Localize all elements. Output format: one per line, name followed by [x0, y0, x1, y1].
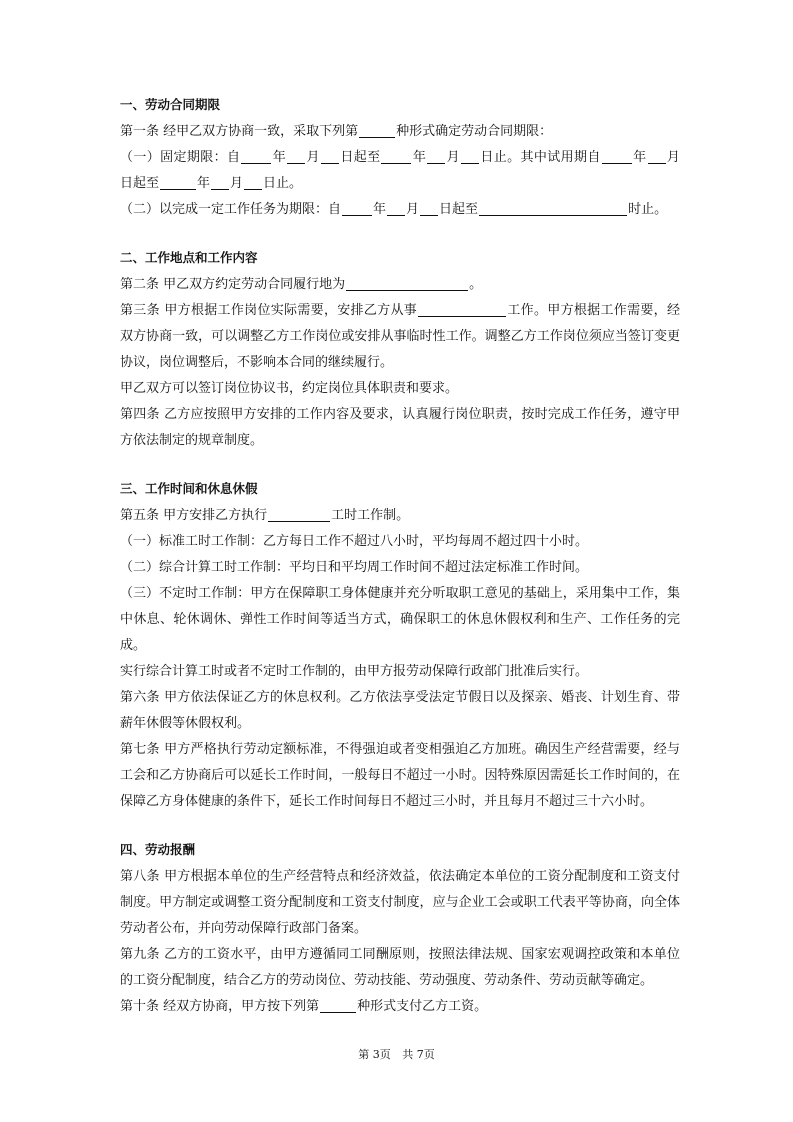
clause-text: 第一条 经甲乙双方协商一致，采取下列第 [120, 124, 359, 139]
clause-paragraph [120, 864, 680, 942]
fill-in-blank[interactable] [427, 149, 445, 164]
section-heading: 一、劳动合同期限 [120, 97, 221, 112]
clause-text: （一）固定期限：自 [120, 150, 241, 165]
fill-in-blank[interactable] [420, 201, 438, 216]
fill-in-blank[interactable] [461, 149, 479, 164]
clause-text: 第五条 甲方安排乙方执行 [120, 508, 268, 523]
fill-in-blank[interactable] [387, 201, 405, 216]
page-number: 第 3页 [358, 1048, 391, 1061]
contract-section [120, 95, 680, 223]
clause-text: 年 [373, 202, 387, 217]
clause-text: 第六条 甲方依法保证乙方的休息权利。乙方依法享受法定节假日以及探亲、婚丧、计划生育、带薪年休假等休假权利。 [120, 690, 680, 731]
contract-document [120, 95, 680, 1045]
fill-in-blank[interactable] [244, 175, 262, 190]
clause-text: 甲乙双方可以签订岗位协议书，约定岗位具体职责和要求。 [120, 381, 459, 396]
fill-in-blank[interactable] [287, 149, 305, 164]
clause-text: 月日起至 [120, 150, 680, 191]
fill-in-blank[interactable] [602, 149, 632, 164]
clause-paragraph [120, 197, 680, 223]
fill-in-blank[interactable] [211, 175, 229, 190]
contract-section [120, 479, 680, 815]
clause-text: （三）不定时工作制：甲方在保障职工身体健康并充分听取职工意见的基础上，采用集中工作，集中休息、轮休调休、弹性工作时间等适当方式，确保职工的休息休假权利和生产、工作任务的完成。 [120, 586, 680, 653]
clause-text: 第八条 甲方根据本单位的生产经营特点和经济效益，依法确定本单位的工资分配制度和工资支付制度。甲方制定或调整工资分配制度和工资支付制度，应与企业工会或职工代表平等协商，向全体劳动者公布，并向劳动保障行政部门备案。 [120, 869, 680, 936]
clause-text: 日止。 [263, 176, 303, 191]
fill-in-blank[interactable] [381, 149, 411, 164]
fill-in-blank[interactable] [479, 201, 627, 216]
clause-paragraph [120, 737, 680, 815]
clause-text: 第七条 甲方严格执行劳动定额标准，不得强迫或者变相强迫乙方加班。确因生产经营需要，经与工会和乙方协商后可以延长工作时间，一般每日不超过一小时。因特殊原因需延长工作时间的，在保障乙方身体健康的条件下，延长工作时间每日不超过三小时，并且每月不超过三十六小时。 [120, 742, 680, 809]
clause-text: 年 [197, 176, 211, 191]
clause-paragraph [120, 145, 680, 197]
fill-in-blank[interactable] [321, 149, 339, 164]
clause-text: 月 [306, 150, 320, 165]
fill-in-blank[interactable] [346, 276, 468, 291]
clause-paragraph [120, 942, 680, 994]
fill-in-blank[interactable] [268, 507, 330, 522]
clause-text: 月 [446, 150, 460, 165]
clause-text: （二）以完成一定工作任务为期限：自 [120, 202, 342, 217]
contract-section [120, 840, 680, 1020]
clause-paragraph [120, 376, 680, 402]
clause-paragraph [120, 555, 680, 581]
section-heading: 四、劳动报酬 [120, 842, 196, 857]
clause-paragraph [120, 298, 680, 376]
clause-text: 第三条 甲方根据工作岗位实际需要，安排乙方从事 [120, 303, 418, 318]
clause-text: 第十条 经双方协商，甲方按下列第 [120, 999, 320, 1014]
clause-text: 工作。甲方根据工作需要，经双方协商一致，可以调整乙方工作岗位或安排从事临时性工作。调整乙方工作岗位须应当签订变更协议，岗位调整后，不影响本合同的继续履行。 [120, 303, 680, 370]
clause-text: 种形式支付乙方工资。 [357, 999, 488, 1014]
clause-text: 。 [469, 277, 483, 292]
fill-in-blank[interactable] [241, 149, 271, 164]
clause-paragraph [120, 402, 680, 454]
clause-text: 年 [632, 150, 647, 165]
clause-text: 时止。 [628, 202, 668, 217]
clause-paragraph [120, 503, 680, 529]
clause-text: 第二条 甲乙双方约定劳动合同履行地为 [120, 277, 346, 292]
fill-in-blank[interactable] [320, 998, 356, 1013]
clause-text: 年 [412, 150, 427, 165]
fill-in-blank[interactable] [648, 149, 666, 164]
clause-text: 实行综合计算工时或者不定时工作制的，由甲方报劳动保障行政部门批准后实行。 [120, 664, 589, 679]
fill-in-blank[interactable] [418, 302, 506, 317]
page-total: 共 7页 [402, 1048, 435, 1061]
fill-in-blank[interactable] [342, 201, 372, 216]
clause-paragraph [120, 119, 680, 145]
clause-text: 第四条 乙方应按照甲方安排的工作内容及要求，认真履行岗位职责，按时完成工作任务，遵守甲方依法制定的规章制度。 [120, 407, 680, 448]
clause-text: 月 [406, 202, 420, 217]
clause-text: 工时工作制。 [331, 508, 410, 523]
clause-text: 日止。其中试用期自 [479, 150, 601, 165]
clause-paragraph [120, 685, 680, 737]
contract-section [120, 248, 680, 454]
clause-text: 日起至 [339, 150, 381, 165]
section-heading: 二、工作地点和工作内容 [120, 250, 258, 265]
section-heading: 三、工作时间和休息休假 [120, 481, 258, 496]
clause-text: （二）综合计算工时工作制：平均日和平均周工作时间不超过法定标准工作时间。 [120, 560, 589, 575]
clause-paragraph [120, 994, 680, 1020]
clause-text: 第九条 乙方的工资水平，由甲方遵循同工同酬原则，按照法律法规、国家宏观调控政策和本单位的工资分配制度，结合乙方的劳动岗位、劳动技能、劳动强度、劳动条件、劳动贡献等确定。 [120, 947, 680, 988]
fill-in-blank[interactable] [160, 175, 196, 190]
clause-paragraph [120, 581, 680, 659]
clause-text: 种形式确定劳动合同期限： [396, 124, 553, 139]
clause-text: 日起至 [439, 202, 479, 217]
clause-text: 年 [272, 150, 287, 165]
page-footer [0, 1046, 793, 1062]
fill-in-blank[interactable] [359, 123, 395, 138]
clause-text: （一）标准工时工作制：乙方每日工作不超过八小时，平均每周不超过四十小时。 [120, 534, 589, 549]
clause-text: 月 [230, 176, 244, 191]
clause-paragraph [120, 272, 680, 298]
clause-paragraph [120, 659, 680, 685]
clause-paragraph [120, 529, 680, 555]
